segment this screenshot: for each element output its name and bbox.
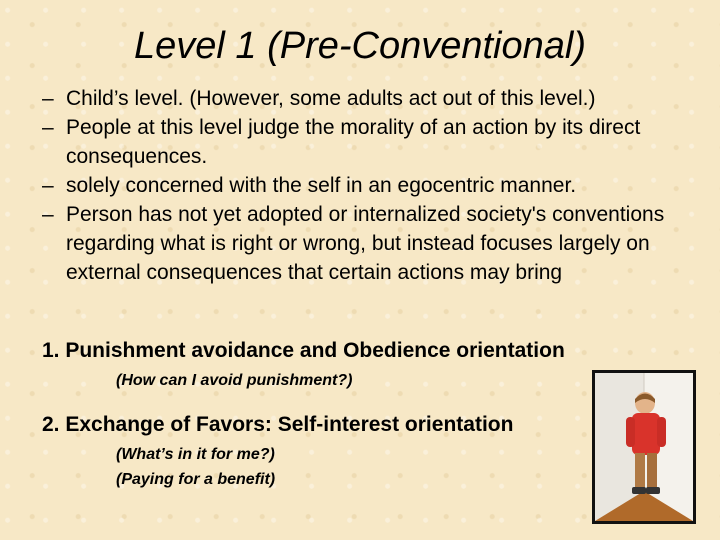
bullet-item — [42, 113, 682, 171]
bullet-item — [42, 171, 682, 200]
stage-2-question: (What’s in it for me?) — [116, 446, 275, 463]
bullet-text: People at this level judge the morality of an action by its direct consequences. — [66, 116, 641, 168]
stage-2-benefit: (Paying for a benefit) — [116, 471, 276, 488]
bullet-item — [42, 84, 682, 113]
stage-1-heading: 1. Punishment avoidance and Obedience orientation — [42, 339, 565, 362]
dash-marker: – — [42, 116, 54, 139]
bullet-list — [42, 84, 682, 287]
dash-marker: – — [42, 203, 54, 226]
dash-marker: – — [42, 87, 54, 110]
stage-1-question: (How can I avoid punishment?) — [116, 372, 353, 389]
child-facing-corner-photo — [592, 370, 696, 524]
bullet-item — [42, 200, 682, 287]
child-facing-corner-icon — [595, 373, 693, 521]
slide-title: Level 1 (Pre-Conventional) — [133, 25, 586, 67]
stage-2-heading: 2. Exchange of Favors: Self-interest orientation — [42, 413, 514, 436]
bullet-text: solely concerned with the self in an egocentric manner. — [66, 174, 577, 197]
dash-marker: – — [42, 174, 54, 197]
bullet-text: Person has not yet adopted or internalized society's conventions regarding what is right or wrong, but instead focuses largely on external consequences that certain actions may bring — [66, 203, 665, 284]
bullet-text: Child’s level. (However, some adults act out of this level.) — [66, 87, 596, 110]
